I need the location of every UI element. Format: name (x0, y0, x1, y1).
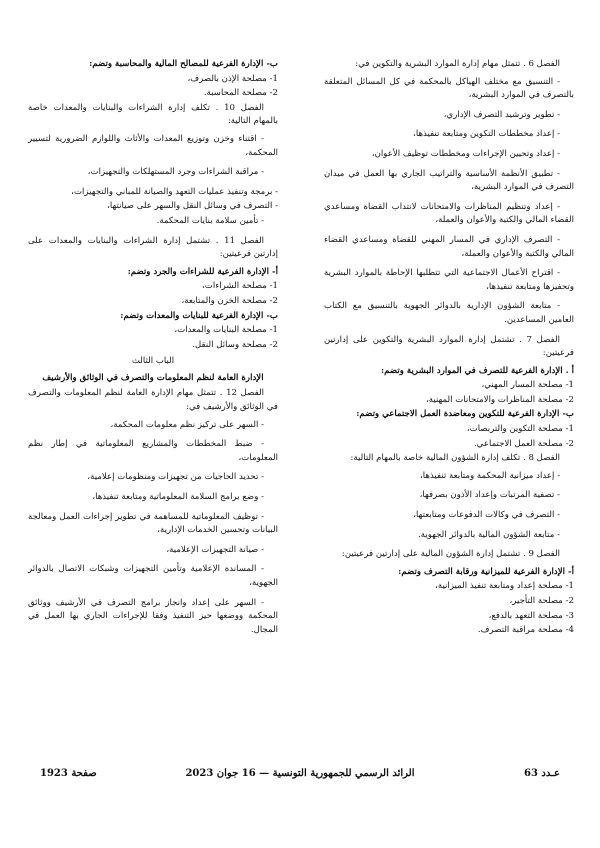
journal-title: الرائد الرسمي للجمهورية التونسية — 16 جوان 2023 (185, 768, 415, 779)
paragraph: - التصرف في وسائل النقل والسهر على صيانتها، (107, 201, 278, 212)
paragraph: 1- مصلحة البنايات والمعدات، (174, 325, 278, 336)
paragraph: - تطبيق الأنظمة الأساسية والتراتيب الجاري بها العمل في ميدان التصرف في الموارد البشرية، (324, 168, 574, 193)
paragraph: - السهر على إعداد وانجاز برامج التصرف في الأرشيف ووثائق المحكمة ووضعها حيز التنفيذ وفقا للإجراءات الجاري بها العمل في المجال. (28, 597, 278, 635)
paragraph: 2- مصلحة المحاسبة. (203, 88, 278, 99)
paragraph: أ- الإدارة الفرعية للشراءات والجرد وتضم: (127, 266, 278, 277)
paragraph: 3- مصلحة التعهد بالدفع، (488, 610, 574, 621)
paragraph: أ . الإدارة الفرعية للتصرف في الموارد البشرية وتضم: (381, 365, 574, 376)
paragraph: ب- الإدارة الفرعية للتكوين ومعاضدة العمل الاجتماعي وتضم: (356, 409, 574, 420)
paragraph: - متابعة الشؤون الإدارية بالدوائر الجهوية بالتنسيق مع الكتاب العامين المساعدين. (324, 301, 574, 325)
paragraph: - تصفية المرتبات وإعداد الأذون بصرفها، (419, 490, 560, 501)
right-column (324, 58, 574, 639)
paragraph: - مراقبة الشراءات وجرد المستهلكات والتجهيزات، (87, 167, 264, 178)
paragraph: 2- مصلحة وسائل النقل. (192, 339, 278, 350)
paragraph: الفصل 10 . تكلف إدارة الشراءات والبنايات والمعدات خاصة بالمهام التالية: (28, 102, 278, 127)
page-number: صفحة 1923 (40, 768, 97, 779)
paragraph: 1- مصلحة الإذن بالصرف، (187, 73, 278, 84)
paragraph: - تطوير وترشيد التصرف الإداري، (443, 109, 560, 120)
paragraph: 4- مصلحة مراقبة التصرف. (477, 625, 574, 636)
left-column (28, 58, 278, 643)
paragraph: - اقتناء وخزن وتوزيع المعدات والأثاث واللوازم الضرورية لتسيير المحكمة، (28, 133, 278, 158)
paragraph: الفصل 11 . تشتمل إدارة الشراءات والبنايات والمعدات على إدارتين فرعيتين: (28, 235, 278, 260)
paragraph: الباب الثالث (131, 356, 175, 367)
paragraph: - وضع برامج السلامة المعلوماتية ومتابعة تنفيذها، (92, 492, 264, 503)
paragraph: الفصل 9 . تشتمل إدارة الشؤون المالية على إدارتين فرعيتين: (341, 549, 560, 560)
paragraph: - توظيف المعلوماتية للمساهمة في تطوير إجراءات العمل ومعالجة البيانات وتحسين الخدمات الإدارية، (28, 511, 278, 536)
paragraph: - برمجة وتنفيذ عمليات التعهد والصيانة للمباني والتجهيزات، (71, 186, 278, 197)
paragraph: - السهر على تركيز نظم معلومات المحكمة، (110, 419, 264, 430)
paragraph: 2- مصلحة العمل الاجتماعي. (473, 438, 574, 449)
paragraph: الفصل 12 . تتمثل مهام الإدارة العامة لنظم المعلومات والتصرف في الوثائق والأرشيف في: (28, 388, 278, 413)
paragraph: الفصل 7 . تشتمل إدارة الموارد البشرية والتكوين على إدارتين فرعيتين: (324, 334, 574, 359)
paragraph: - ضبط المخططات والمشاريع المعلوماتية في إطار نظم المعلومات، (28, 439, 278, 463)
paragraph: - تحديد الحاجيات من تجهيزات ومنظومات إعلامية، (87, 472, 264, 483)
paragraph: 1- مصلحة المسار المهني، (481, 380, 574, 391)
page-footer (40, 768, 560, 784)
paragraph: - إعداد وتحيين الإجراءات ومخططات توظيف الأعوان، (371, 148, 560, 159)
issue-number: عـدد 63 (523, 768, 560, 779)
paragraph: - صيانة التجهيزات الإعلامية، (166, 544, 264, 555)
paragraph: - التصرف الإداري في المسار المهني للقضاة ومساعدي القضاء المالي والكتبة والأعوان والعملة، (324, 234, 574, 259)
paragraph: - اقتراح الأعمال الاجتماعية التي تتطلبها الإحاطة بالموارد البشرية وتحفيزها ومتابعة تنفيذها، (324, 268, 574, 292)
paragraph: - إعداد مخططات التكوين ومتابعة تنفيذها، (413, 129, 560, 140)
paragraph: - التنسيق مع مختلف الهياكل بالمحكمة في كل المسائل المتعلقة بالتصرف في الموارد البشرية، (324, 76, 574, 101)
paragraph: ب- الإدارة الفرعية للبنايات والمعدات وتضم: (120, 310, 278, 321)
paragraph: 2- مصلحة الخزن والمتابعة، (181, 295, 278, 306)
paragraph: 1- مصلحة إعداد ومتابعة تنفيذ الميزانية، (435, 581, 574, 592)
paragraph: - إعداد وتنظيم المناظرات والامتحانات لانتداب القضاة ومساعدي القضاء المالي والكتبة والأعوان والعملة، (324, 201, 574, 226)
paragraph: الإدارة العامة لنظم المعلومات والتصرف في الوثائق والأرشيف (42, 372, 264, 383)
paragraph: 1- مصلحة الشراءات، (202, 281, 278, 292)
paragraph: 1- مصلحة التكوين والتربصات، (466, 424, 574, 435)
paragraph: أ- الإدارة الفرعية للميزانية ورقابة التصرف وتضم: (398, 566, 574, 577)
paragraph: ب- الإدارة الفرعية للمصالح المالية والمحاسبة وتضم: (89, 59, 278, 69)
paragraph: - إعداد ميزانية المحكمة ومتابعة تنفيذها، (419, 470, 560, 481)
paragraph: - التصرف في وكالات الدفوعات ومتابعتها، (413, 510, 560, 521)
paragraph: - المساندة الإعلامية وتأمين التجهيزات وشبكات الاتصال بالدوائر الجهوية، (28, 564, 278, 588)
paragraph: - متابعة الشؤون المالية بالدوائر الجهوية. (417, 529, 560, 540)
paragraph: - تأمين سلامة بنايات المحكمة. (156, 215, 264, 226)
paragraph: 2- مصلحة التأجير، (509, 596, 574, 606)
paragraph: 2- مصلحة المناظرات والامتحانات المهنية، (425, 394, 574, 405)
paragraph: الفصل 6 . تتمثل مهام إدارة الموارد البشرية والتكوين في: (355, 59, 560, 69)
paragraph: الفصل 8 . تكلف إدارة الشؤون المالية خاصة بالمهام التالية: (350, 453, 560, 464)
